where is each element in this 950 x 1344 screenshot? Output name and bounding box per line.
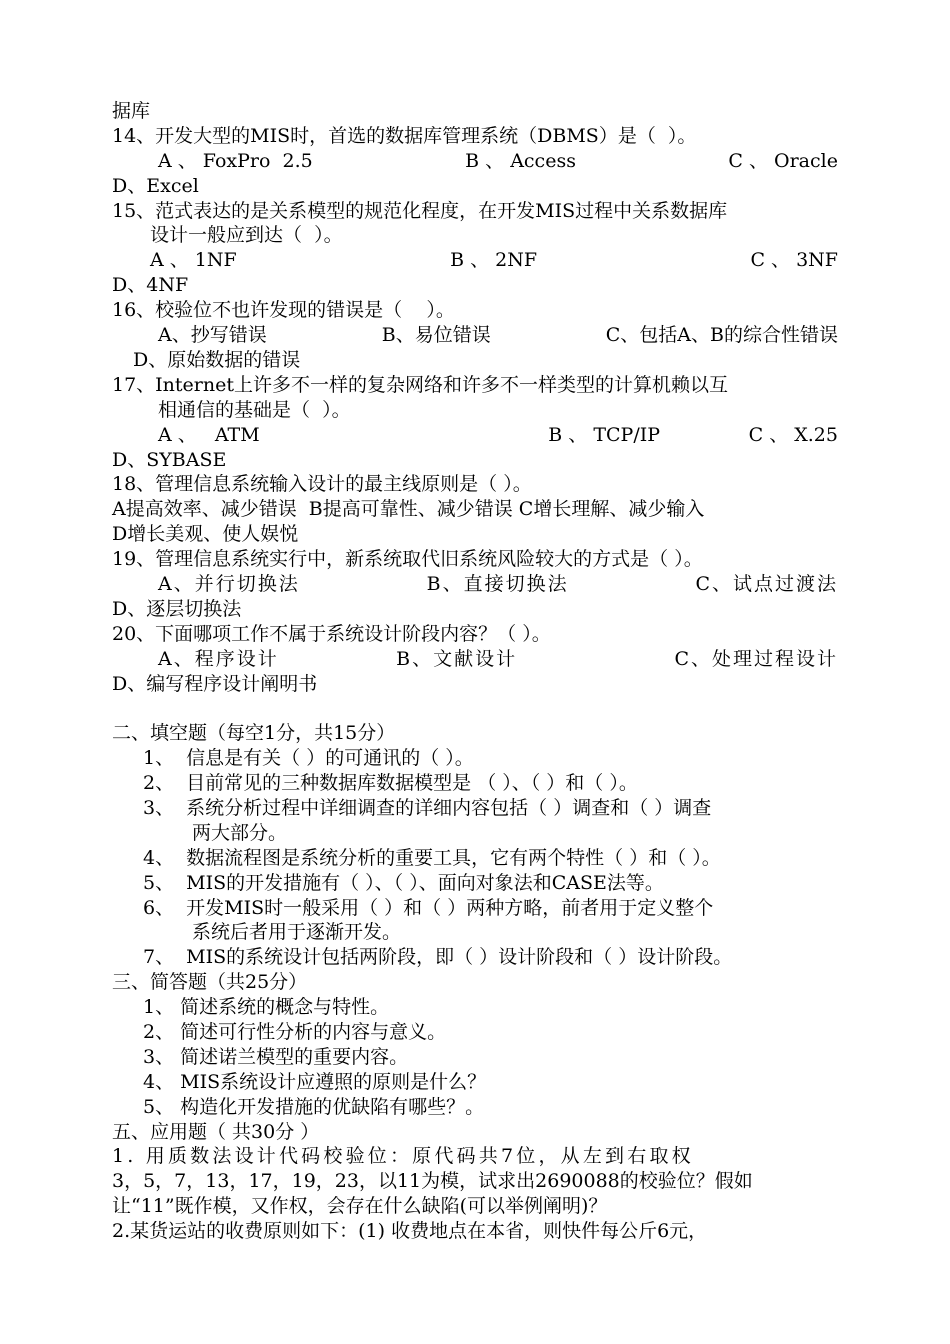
question-20-options xyxy=(158,647,838,672)
option-b: B 、 2NF xyxy=(450,249,538,271)
option-d: D增长美观、使人娱悦 xyxy=(112,523,299,545)
question-16-options xyxy=(158,323,838,348)
option-b: B 、 TCP/IP xyxy=(548,424,661,446)
option-a: A、并行切换法 xyxy=(158,573,300,595)
option-b: B 、 Access xyxy=(465,150,576,172)
fill-in-item: 3、 系统分析过程中详细调查的详细内容包括（ ）调查和（ ）调查 xyxy=(143,797,712,819)
question-18: 18、管理信息系统输入设计的最主线原则是（ ）。 xyxy=(112,473,532,495)
option-a: A、程序设计 xyxy=(158,648,279,670)
option-b: B、直接切换法 xyxy=(426,573,569,595)
application-question-1-line-2: 3，5，7，13，17，19，23，以11为模，试求出2690088的校验位？假如 xyxy=(112,1170,753,1192)
fill-in-item: 6、 开发MIS时一般采用（ ）和（ ）两种方略，前者用于定义整个 xyxy=(143,897,714,919)
option-a: A 、 ATM xyxy=(158,424,260,446)
option-a: A 、 FoxPro 2.5 xyxy=(158,150,313,172)
option-d: D、SYBASE xyxy=(112,449,227,471)
fill-in-item-continued: 两大部分。 xyxy=(192,822,288,844)
question-17-options xyxy=(158,423,838,448)
short-answer-item: 3、 简述诺兰模型的重要内容。 xyxy=(143,1046,409,1068)
question-17-continued: 相通信的基础是（ ）。 xyxy=(158,399,351,421)
short-answer-item: 1、 简述系统的概念与特性。 xyxy=(143,996,390,1018)
question-15-options xyxy=(150,248,838,273)
question-14-options xyxy=(158,149,838,174)
text-line: 据库 xyxy=(112,100,151,122)
option-b: B、文献设计 xyxy=(396,648,518,670)
option-a: A 、 1NF xyxy=(150,249,237,271)
option-d: D、逐层切换法 xyxy=(112,598,242,620)
fill-in-item-continued: 系统后者用于逐渐开发。 xyxy=(192,921,402,943)
option-c: C、包括A、B的综合性错误 xyxy=(605,324,838,346)
option-d: D、原始数据的错误 xyxy=(133,349,301,371)
question-18-options: A提高效率、减少错误 B提高可靠性、减少错误 C增长理解、减少输入 xyxy=(112,498,705,520)
fill-in-item: 7、 MIS的系统设计包括两阶段，即（ ）设计阶段和（ ）设计阶段。 xyxy=(143,946,733,968)
question-17: 17、Internet上许多不一样的复杂网络和许多不一样类型的计算机赖以互 xyxy=(112,374,728,396)
option-c: C 、 X.25 xyxy=(748,424,838,446)
application-question-2: 2.某货运站的收费原则如下：(1) 收费地点在本省，则快件每公斤6元， xyxy=(112,1220,708,1242)
option-b: B、易位错误 xyxy=(381,324,491,346)
application-question-1-line-3: 让“11”既作模，又作权，会存在什么缺陷(可以举例阐明)？ xyxy=(112,1195,608,1217)
section-heading-short-answer: 三、简答题（共25分） xyxy=(112,971,308,993)
short-answer-item: 4、 MIS系统设计应遵照的原则是什么？ xyxy=(143,1071,487,1093)
application-question-1: 1. 用质数法设计代码校验位：原代码共7位，从左到右取权 xyxy=(112,1145,694,1167)
option-d: D、Excel xyxy=(112,175,199,197)
section-heading-application: 五、应用题（ 共30分 ） xyxy=(112,1121,320,1143)
section-heading-fill-in: 二、填空题（每空1分，共15分） xyxy=(112,722,396,744)
fill-in-item: 1、 信息是有关（ ）的可通讯的（ ）。 xyxy=(143,747,474,769)
question-15-continued: 设计一般应到达（ ）。 xyxy=(150,224,343,246)
question-20: 20、下面哪项工作不属于系统设计阶段内容？（ ）。 xyxy=(112,623,551,645)
fill-in-item: 2、 目前常见的三种数据库数据模型是 （ ）、（ ）和（ ）。 xyxy=(143,772,638,794)
question-14: 14、开发大型的MIS时，首选的数据库管理系统（DBMS）是（ ）。 xyxy=(112,125,697,147)
question-15: 15、范式表达的是关系模型的规范化程度，在开发MIS过程中关系数据库 xyxy=(112,200,728,222)
option-d: D、编写程序设计阐明书 xyxy=(112,673,318,695)
option-c: C 、 3NF xyxy=(750,249,838,271)
option-a: A、抄写错误 xyxy=(158,324,267,346)
fill-in-item: 5、 MIS的开发措施有（ ）、（ ）、面向对象法和CASE法等。 xyxy=(143,872,664,894)
question-19-options xyxy=(158,572,838,597)
option-c: C、试点过渡法 xyxy=(695,573,838,595)
question-16: 16、校验位不也许发现的错误是（ ）。 xyxy=(112,299,455,321)
option-c: C 、 Oracle xyxy=(728,150,838,172)
question-19: 19、管理信息系统实行中，新系统取代旧系统风险较大的方式是（ ）。 xyxy=(112,548,703,570)
short-answer-item: 5、 构造化开发措施的优缺陷有哪些？。 xyxy=(143,1096,485,1118)
fill-in-item: 4、 数据流程图是系统分析的重要工具，它有两个特性（ ）和（ ）。 xyxy=(143,847,721,869)
option-d: D、4NF xyxy=(112,274,189,296)
option-c: C、处理过程设计 xyxy=(674,648,838,670)
short-answer-item: 2、 简述可行性分析的内容与意义。 xyxy=(143,1021,447,1043)
